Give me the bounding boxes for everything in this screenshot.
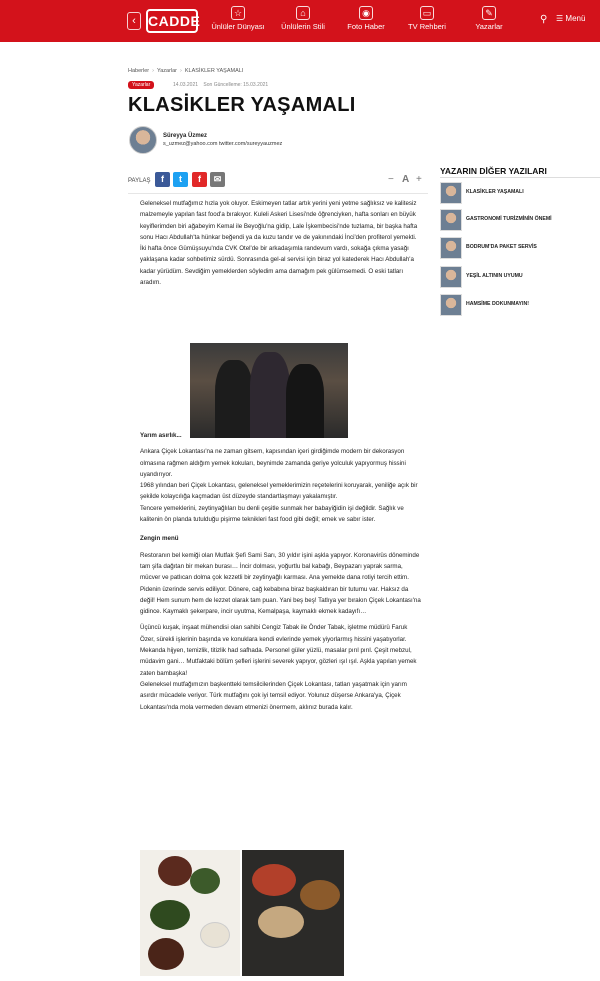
facebook-share-button[interactable] [155, 172, 170, 187]
top-navigation-bar [0, 0, 600, 42]
twitter-share-button[interactable] [173, 172, 188, 187]
menu-button[interactable] [556, 14, 585, 23]
sidebar-item[interactable] [440, 294, 600, 318]
nav-label: Yazarlar [475, 22, 503, 31]
author-thumbnail [440, 237, 462, 259]
hamburger-icon: ☰ [556, 14, 564, 23]
author-avatar[interactable] [129, 126, 157, 154]
breadcrumb-current: KLASİKLER YAŞAMALI [184, 68, 244, 74]
author-contact: s_uzmez@yahoo.com twitter.com/sureyyauzmez [163, 141, 283, 147]
font-increase-button[interactable]: + [416, 174, 422, 185]
paragraph: Restoranın bel kemiği olan Mutfak Şefi Sami Sarı, 30 yıldır işini aşkla yapıyor. Koronavirüs döneminde tam şifa dağıtan bir mekan burası… İncir dolması, yoğurtlu bal kabağı, Beypazarı yaprak sarma, mücver ve patlıcan dolma çok lezzetli bir zeytinyağlı karması. Ana yemekte dana rotiyi tercih ettim. Pidenin üzerinde servis ediliyor. Dönere, cağ kebabına biraz başkaldıran bir tutumu var. Haksız da değil! Hem sunum hem de lezzet olarak tam puan. Yani beş beş! Tatlıya yer bırakın Çiçek Lokantası'na gidince. Kaymaklı şekerpare, incir uyutma, Kemalpaşa, kaymaklı ekmek kadayıfı… [140, 551, 421, 616]
published-date: 14.03.2021 [173, 82, 199, 88]
updated-date: Son Güncelleme: 15.03.2021 [203, 82, 269, 88]
sidebar-item[interactable] [440, 182, 600, 206]
divider [128, 193, 428, 194]
share-label: PAYLAŞ [128, 178, 151, 184]
sidebar-item-label: BODRUM'DA PAKET SERVİS [466, 244, 537, 250]
food-tray-photo [242, 850, 344, 976]
paragraph: Geleneksel mutfağımızın başkentteki temsilcilerinden Çiçek Lokantası, tatları yaşatmak için yarım asırdır mücadele veriyor. Türk mutfağını çok iyi temsil ediyor. Yolunuz düşerse Ankara'ya, Çiçek Lokantası'nda mola vermeden devam etmenizi önermem, aklınız burada kalır. [140, 680, 407, 711]
paragraph: Geleneksel mutfağımız hızla yok oluyor. Eskimeyen tatlar artık yerini yeni yetme sağlıksız ve kalitesiz malzemeyle yapılan fast food'a bırakıyor. Kuleli Askeri Lisesi'nde öğrenciyken, hafta sonları en büyük keyiflerimden biri ağabeyim Kemal ile Beyoğlu'na gidip, Lale İşkembecisi'nde tuzlama, bir başka hafta sonu Hacı Abdullah'ta hünkar beğendi ya da kuzu tandır ve de yakınındaki İnci'den profiterol yemekti. [140, 200, 418, 241]
subheading: Zengin menü [140, 535, 179, 543]
sidebar-item-label: KLASİKLER YAŞAMALI [466, 189, 524, 195]
author-thumbnail [440, 266, 462, 288]
paragraph: Tencere yemeklerini, zeytinyağlıları bu denli çeşitle sunmak her babayiğidin işi değildir. Sağlık ve kalitenin ön planda tutulduğu pişirme teknikleri fast food gibi değil; emek ve sabır ister. [140, 504, 404, 524]
font-decrease-button[interactable]: − [388, 174, 394, 185]
sidebar-item-label: HAMSİME DOKUNMAYIN! [466, 301, 529, 307]
nav-unlulerin-stili[interactable] [268, 6, 338, 31]
mail-icon: ✉ [213, 174, 222, 184]
nav-label: Foto Haber [347, 22, 385, 31]
nav-yazarlar[interactable] [454, 6, 524, 31]
search-icon[interactable]: ⚲ [540, 14, 548, 25]
breadcrumb: Haberler › Yazarlar › KLASİKLER YAŞAMALI [128, 68, 244, 74]
food-item [190, 868, 220, 894]
food-item [258, 906, 304, 938]
person-figure [215, 360, 253, 438]
sidebar-item-label: GASTRONOMİ TURİZMİNİN ÖNEMİ [466, 216, 552, 222]
article-body-main [140, 430, 422, 713]
food-item [300, 880, 340, 910]
hanger-icon: ⌂ [296, 6, 310, 20]
author-thumbnail [440, 294, 462, 316]
paragraph: Ankara Çiçek Lokantası'na ne zaman gitsem, kapısından içeri girdiğimde modern bir dekorasyon olmasına rağmen aldığım yemek kokuları, beynimde zamanda geriye yolculuk yapıyormuş hissini uyandırıyor. [140, 448, 406, 478]
sidebar-item[interactable] [440, 209, 600, 233]
sidebar-item[interactable] [440, 237, 600, 261]
food-item [200, 922, 230, 948]
breadcrumb-home[interactable]: Haberler [128, 68, 150, 74]
flipboard-share-button[interactable] [192, 172, 207, 187]
nav-foto-haber[interactable] [331, 6, 401, 31]
food-item [150, 900, 190, 930]
food-plate-photo [140, 850, 240, 976]
pen-icon: ✎ [482, 6, 496, 20]
food-item [148, 938, 184, 970]
restaurant-photo [190, 343, 348, 438]
sidebar-item-label: YEŞİL ALTININ UYUMU [466, 273, 523, 279]
nav-tv-rehberi[interactable] [392, 6, 462, 31]
menu-label: Menü [565, 14, 586, 23]
nav-label: Ünlülerin Stili [281, 22, 325, 31]
article-dates [173, 82, 272, 88]
twitter-icon: t [179, 174, 182, 184]
food-item [252, 864, 296, 896]
paragraph: İki hafta önce Gümüşsuyu'nda CVK Otel'de bir arkadaşımla randevum vardı, sokağa çıkma yasağı yaklaşana kadar sohbetimiz sürdü. Sonrasında gel-al servisi için biraz yol katederek Hacı Abdullah'a kadar yürüdüm. Sevdiğim yemeklerden söyledim ama damağım pek gülümsemedi. O eski tatları aradım. [140, 245, 414, 287]
tv-icon: ▭ [420, 6, 434, 20]
person-figure [286, 364, 324, 438]
page-title: KLASİKLER YAŞAMALI [128, 94, 356, 116]
food-item [158, 856, 192, 886]
sidebar-title: YAZARIN DİĞER YAZILARI [440, 166, 547, 176]
sidebar-divider [440, 177, 600, 178]
sidebar-item[interactable] [440, 266, 600, 290]
nav-label: TV Rehberi [408, 22, 446, 31]
site-logo[interactable]: CADDE [146, 9, 198, 33]
nav-unluler-dunyasi[interactable] [203, 6, 273, 31]
breadcrumb-category[interactable]: Yazarlar [156, 68, 178, 74]
main-nav [0, 6, 600, 38]
font-size-label: A [402, 174, 410, 185]
article-body-intro [140, 198, 422, 288]
flipboard-icon: f [198, 174, 201, 184]
person-figure [250, 352, 290, 438]
author-thumbnail [440, 209, 462, 231]
facebook-icon: f [161, 174, 164, 184]
back-arrow-icon[interactable]: ‹ [127, 12, 141, 30]
email-share-button[interactable] [210, 172, 225, 187]
category-badge[interactable]: Yazarlar [128, 81, 154, 89]
nav-label: Ünlüler Dünyası [211, 22, 265, 31]
author-thumbnail [440, 182, 462, 204]
paragraph: 1968 yılından beri Çiçek Lokantası, geleneksel yemeklerimizin reçetelerini koruyarak, yeniliğe açık bir şekilde kolaycılığa kaçmadan üst düzeyde standartlaşmayı yakalamıştır. [140, 482, 418, 501]
camera-icon: ◉ [359, 6, 373, 20]
star-icon: ☆ [231, 6, 245, 20]
paragraph: Üçüncü kuşak, inşaat mühendisi olan sahibi Cengiz Tabak ile Önder Tabak, işletme müdürü Faruk Özer, sürekli işlerinin başında ve konuklara kendi evlerinde yemek yiyorlarmış hissini yaşatıyorlar. Mekanda hijyen, temizlik, titizlik had safhada. Personel güler yüzlü, masalar pırıl pırıl. Çeşit mebzul, müdavim gani… Mutfaktaki bölüm şefleri işlerini severek yapıyor, gözleri ışıl ışıl. Aşkla yapılan yemek zaten bambaşka! [140, 624, 417, 677]
author-name[interactable]: Süreyya Üzmez [163, 133, 208, 139]
subheading: Yarım asırlık... [140, 432, 182, 439]
